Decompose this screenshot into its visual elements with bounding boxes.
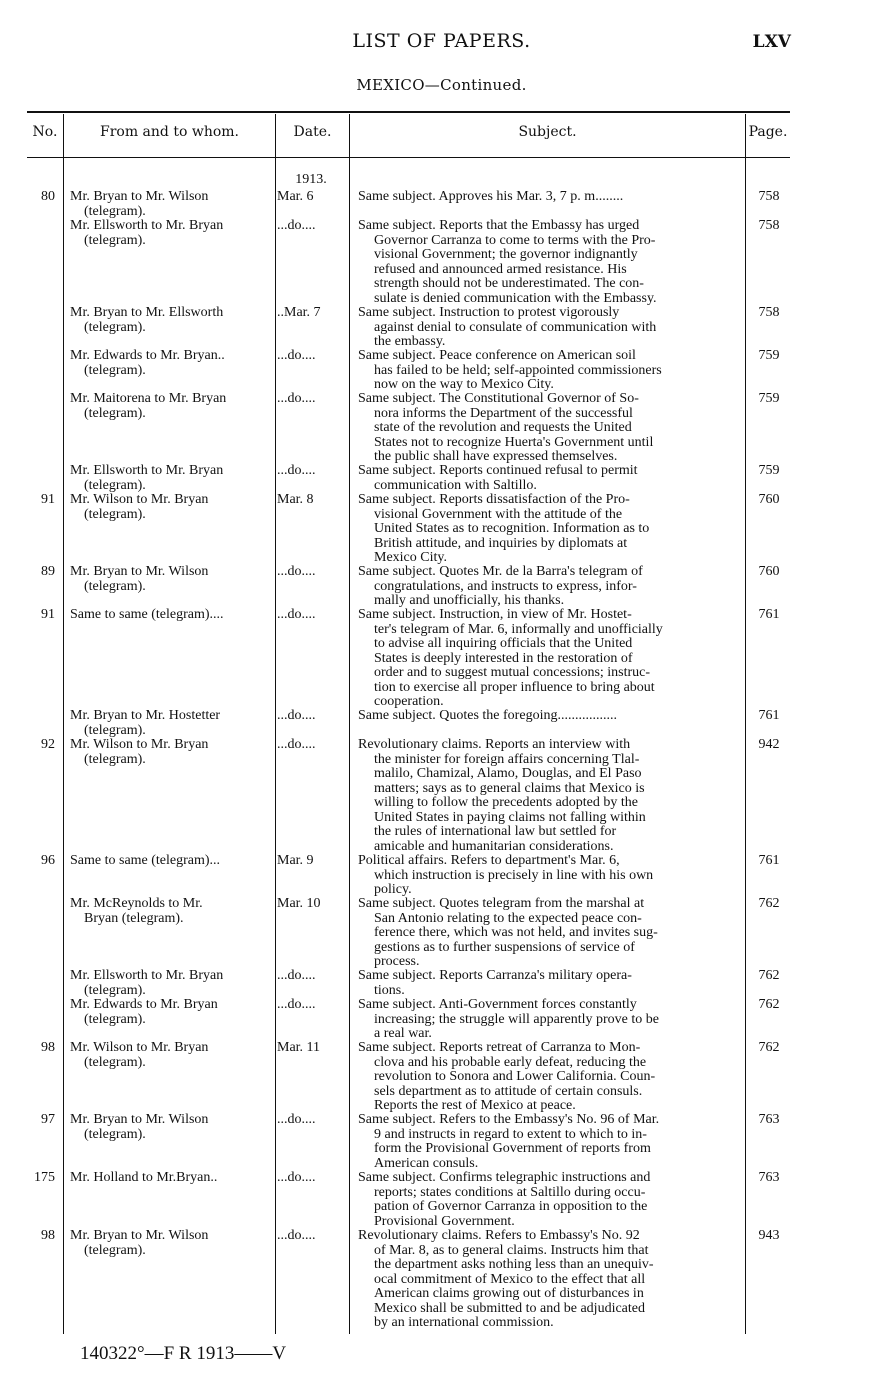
subject-line: against denial to consulate of communication with [374,319,657,335]
subject-line: congratulations, and instructs to express, infor- [374,578,637,594]
column-header-from: From and to whom. [100,124,239,140]
row-date: Mar. 11 [277,1040,321,1055]
from-line: Mr. McReynolds to Mr. [70,896,203,911]
row-page: 761 [758,708,780,723]
row-date: Mar. 6 [277,189,314,204]
row-subject [358,738,740,854]
row-subject [358,969,740,998]
subject-line: Same subject. Reports dissatisfaction of the Pro- [358,492,630,507]
row-date: Mar. 8 [277,492,314,507]
column-divider [63,114,64,1334]
from-line: Mr. Bryan to Mr. Ellsworth [70,305,224,320]
from-line: Same to same (telegram).... [70,607,224,622]
row-from-to [70,738,274,767]
row-page: 760 [758,564,780,579]
row-number: 92 [41,737,55,752]
from-line: (telegram). [84,477,146,493]
subject-line: now on the way to Mexico City. [374,377,554,392]
subject-line: process. [374,954,420,969]
row-date: ...do.... [277,968,316,983]
row-subject [358,1229,740,1331]
row-page: 758 [758,218,780,233]
subject-line: States not to recognize Huerta's Government until [374,434,654,450]
from-line: (telegram). [84,232,146,248]
from-line: (telegram). [84,506,146,522]
row-subject [358,565,740,609]
row-subject [358,349,740,393]
row-from-to [70,1041,274,1070]
row-from-to [70,998,274,1027]
row-page: 761 [758,853,780,868]
row-page: 763 [758,1112,780,1127]
column-header-page: Page. [748,124,788,140]
row-subject [358,1113,740,1171]
row-number: 98 [41,1228,55,1243]
row-from-to [70,854,274,869]
subject-line: visional Government with the attitude of the [374,506,623,522]
subject-line: increasing; the struggle will apparently prove to be [374,1011,659,1027]
subject-line: Same subject. Confirms telegraphic instructions and [358,1170,651,1185]
subject-line: Revolutionary claims. Reports an interview with [358,737,631,752]
subject-line: sels department as to attitude of certain consuls. [374,1083,643,1099]
row-from-to [70,349,274,378]
from-line: Bryan (telegram). [84,910,184,926]
row-number: 97 [41,1112,55,1127]
subject-line: Same subject. Peace conference on American soil [358,348,636,363]
subject-line: the minister for foreign affairs concerning Tlal- [374,751,640,767]
row-from-to [70,709,274,738]
subject-line: 9 and instructs in regard to extent to which to in- [374,1126,647,1142]
subject-line: Same subject. Quotes Mr. de la Barra's telegram of [358,564,643,579]
row-date: ...do.... [277,737,316,752]
row-from-to [70,1113,274,1142]
subject-line: Political affairs. Refers to department's Mar. 6, [358,853,620,868]
row-page: 759 [758,391,780,406]
subject-line: Reports the rest of Mexico at peace. [374,1098,576,1113]
from-line: (telegram). [84,203,146,219]
row-page: 758 [758,189,780,204]
row-number: 98 [41,1040,55,1055]
row-number: 89 [41,564,55,579]
subject-line: refused and announced armed resistance. His [374,261,627,277]
row-from-to [70,219,274,248]
row-date: ...do.... [277,348,316,363]
subject-line: United States as to recognition. Information as to [374,521,650,536]
row-subject [358,608,740,710]
from-line: (telegram). [84,405,146,421]
subject-line: communication with Saltillo. [374,477,537,493]
subject-line: ocal commitment of Mexico to the effect that all [374,1271,646,1287]
from-line: (telegram). [84,1054,146,1070]
page-header-title: LIST OF PAPERS. [352,30,531,52]
row-subject [358,1041,740,1114]
row-from-to [70,1171,274,1186]
footer-printer-mark: 140322°—F R 1913——V [80,1343,287,1364]
subject-line: tions. [374,982,405,998]
column-divider [349,114,350,1334]
subject-line: mally and unofficially, his thanks. [374,593,565,608]
page-number-roman: LXV [752,32,791,52]
subject-line: malilo, Chamizal, Alamo, Douglas, and El Paso [374,766,642,781]
row-date: ...do.... [277,1112,316,1127]
row-number: 175 [34,1170,55,1185]
row-date: ...do.... [277,564,316,579]
from-line: Mr. Bryan to Mr. Wilson [70,1228,209,1243]
subject-line: Mexico shall be submitted to and be adjudicated [374,1300,645,1316]
subject-line: policy. [374,882,412,897]
year-label: 1913. [295,172,327,187]
subject-line: amicable and humanitarian considerations. [374,838,614,854]
subject-line: Same subject. Quotes the foregoing................. [358,708,617,723]
subject-line: Same subject. Reports Carranza's military opera- [358,968,632,983]
from-line: (telegram). [84,362,146,378]
subject-line: cooperation. [374,694,444,709]
row-page: 762 [758,1040,780,1055]
from-line: Mr. Wilson to Mr. Bryan [70,737,209,752]
from-line: Mr. Maitorena to Mr. Bryan [70,391,227,406]
from-line: Mr. Bryan to Mr. Wilson [70,189,209,204]
table-top-rule [27,111,790,113]
row-from-to [70,969,274,998]
subject-line: the embassy. [374,334,446,349]
from-line: (telegram). [84,1242,146,1258]
row-from-to [70,565,274,594]
from-line: Mr. Ellsworth to Mr. Bryan [70,463,224,478]
row-page: 761 [758,607,780,622]
row-from-to [70,493,274,522]
section-subtitle: MEXICO—Continued. [356,76,527,94]
subject-line: reports; states conditions at Saltillo during occu- [374,1184,646,1200]
subject-line: Same subject. The Constitutional Governor of So- [358,391,639,406]
subject-line: form the Provisional Government of reports from [374,1141,651,1156]
row-date: ...do.... [277,463,316,478]
subject-line: the rules of international law but settled for [374,824,617,839]
row-subject [358,392,740,465]
subject-line: Provisional Government. [374,1213,515,1229]
subject-line: Same subject. Quotes telegram from the marshal at [358,896,645,911]
from-line: (telegram). [84,751,146,767]
subject-line: British attitude, and inquiries by diplomats at [374,535,628,551]
from-line: Same to same (telegram)... [70,853,221,868]
row-subject [358,464,740,493]
row-page: 762 [758,968,780,983]
subject-line: revolution to Sonora and Lower California. Coun- [374,1069,656,1084]
row-subject [358,709,740,724]
row-number: 96 [41,853,55,868]
row-number: 91 [41,492,55,507]
subject-line: Governor Carranza to come to terms with the Pro- [374,232,656,248]
row-subject [358,1171,740,1229]
subject-line: American consuls. [374,1155,479,1171]
from-line: (telegram). [84,982,146,998]
from-line: (telegram). [84,1011,146,1027]
subject-line: clova and his probable early defeat, reducing the [374,1054,647,1070]
row-page: 942 [758,737,780,752]
row-subject [358,219,740,306]
row-date: ...do.... [277,607,316,622]
row-date: Mar. 9 [277,853,314,868]
subject-line: willing to follow the precedents adopted by the [374,795,638,810]
subject-line: sulate is denied communication with the Embassy. [374,290,657,306]
row-date: Mar. 10 [277,896,321,911]
subject-line: matters; says as to general claims that Mexico is [374,780,645,796]
subject-line: States is deeply interested in the restoration of [374,650,633,666]
row-from-to [70,392,274,421]
subject-line: the department asks nothing less than an unequiv- [374,1257,654,1272]
row-date: ...do.... [277,1170,316,1185]
row-date: ...do.... [277,1228,316,1243]
row-page: 758 [758,305,780,320]
subject-line: Same subject. Instruction to protest vigorously [358,305,620,320]
row-page: 763 [758,1170,780,1185]
subject-line: ference there, which was not held, and invites sug- [374,925,658,940]
subject-line: which instruction is precisely in line with his own [374,867,654,883]
row-subject [358,998,740,1042]
row-subject [358,306,740,350]
row-from-to [70,464,274,493]
row-date: ...do.... [277,708,316,723]
row-from-to [70,190,274,219]
column-header-subject: Subject. [518,124,577,140]
subject-line: Same subject. Refers to the Embassy's No. 96 of Mar. [358,1112,660,1127]
from-line: Mr. Bryan to Mr. Hostetter [70,708,221,723]
from-line: Mr. Edwards to Mr. Bryan.. [70,348,225,363]
subject-line: Same subject. Reports continued refusal to permit [358,463,638,478]
row-page: 759 [758,463,780,478]
from-line: Mr. Wilson to Mr. Bryan [70,1040,209,1055]
row-from-to [70,1229,274,1258]
subject-line: Mexico City. [374,550,447,565]
subject-line: gestions as to further suspensions of service of [374,939,635,955]
row-date: ...do.... [277,218,316,233]
row-page: 759 [758,348,780,363]
subject-line: order and to suggest mutual concessions; instruc- [374,665,651,680]
subject-line: strength should not be underestimated. The con- [374,276,644,291]
column-header-no: No. [32,124,58,140]
subject-line: Same subject. Approves his Mar. 3, 7 p. m........ [358,189,624,204]
row-page: 943 [758,1228,780,1243]
subject-line: has failed to be held; self-appointed commissioners [374,362,662,378]
column-divider [745,114,746,1334]
subject-line: by an international commission. [374,1315,554,1330]
subject-line: Revolutionary claims. Refers to Embassy's No. 92 [358,1228,640,1243]
row-number: 80 [41,189,55,204]
row-subject [358,190,740,205]
subject-line: to advise all inquiring officials that the United [374,636,633,651]
from-line: Mr. Edwards to Mr. Bryan [70,997,218,1012]
from-line: (telegram). [84,1126,146,1142]
subject-line: Same subject. Reports that the Embassy has urged [358,218,640,233]
row-from-to [70,897,274,926]
subject-line: visional Government; the governor indignantly [374,247,638,262]
subject-line: state of the revolution and requests the United [374,420,632,435]
table-header-rule [27,157,790,158]
subject-line: tion to exercise all proper influence to bring about [374,679,655,695]
row-from-to [70,608,274,623]
subject-line: ter's telegram of Mar. 6, informally and unofficially [374,621,663,637]
row-date: ...do.... [277,997,316,1012]
row-number: 91 [41,607,55,622]
from-line: Mr. Wilson to Mr. Bryan [70,492,209,507]
from-line: Mr. Bryan to Mr. Wilson [70,1112,209,1127]
row-date: ..Mar. 7 [277,305,321,320]
row-page: 762 [758,997,780,1012]
subject-line: a real war. [374,1026,432,1041]
subject-line: nora informs the Department of the successful [374,405,633,421]
column-header-date: Date. [293,124,332,140]
subject-line: Same subject. Instruction, in view of Mr. Hostet- [358,607,632,622]
column-divider [275,114,276,1334]
subject-line: Same subject. Anti-Government forces constantly [358,997,637,1012]
from-line: Mr. Bryan to Mr. Wilson [70,564,209,579]
subject-line: the public shall have expressed themselves. [374,449,618,464]
row-subject [358,897,740,970]
from-line: (telegram). [84,319,146,335]
subject-line: American claims growing out of disturbances in [374,1286,644,1301]
from-line: Mr. Ellsworth to Mr. Bryan [70,218,224,233]
row-page: 762 [758,896,780,911]
from-line: Mr. Ellsworth to Mr. Bryan [70,968,224,983]
from-line: (telegram). [84,578,146,594]
row-subject [358,854,740,898]
from-line: (telegram). [84,722,146,738]
subject-line: Same subject. Reports retreat of Carranza to Mon- [358,1040,641,1055]
subject-line: San Antonio relating to the expected peace con- [374,910,642,926]
row-from-to [70,306,274,335]
subject-line: United States in paying claims not falling within [374,809,646,825]
from-line: Mr. Holland to Mr.Bryan.. [70,1170,218,1185]
row-page: 760 [758,492,780,507]
subject-line: of Mar. 8, as to general claims. Instructs him that [374,1242,649,1258]
subject-line: pation of Governor Carranza in opposition to the [374,1199,648,1214]
row-date: ...do.... [277,391,316,406]
row-subject [358,493,740,566]
